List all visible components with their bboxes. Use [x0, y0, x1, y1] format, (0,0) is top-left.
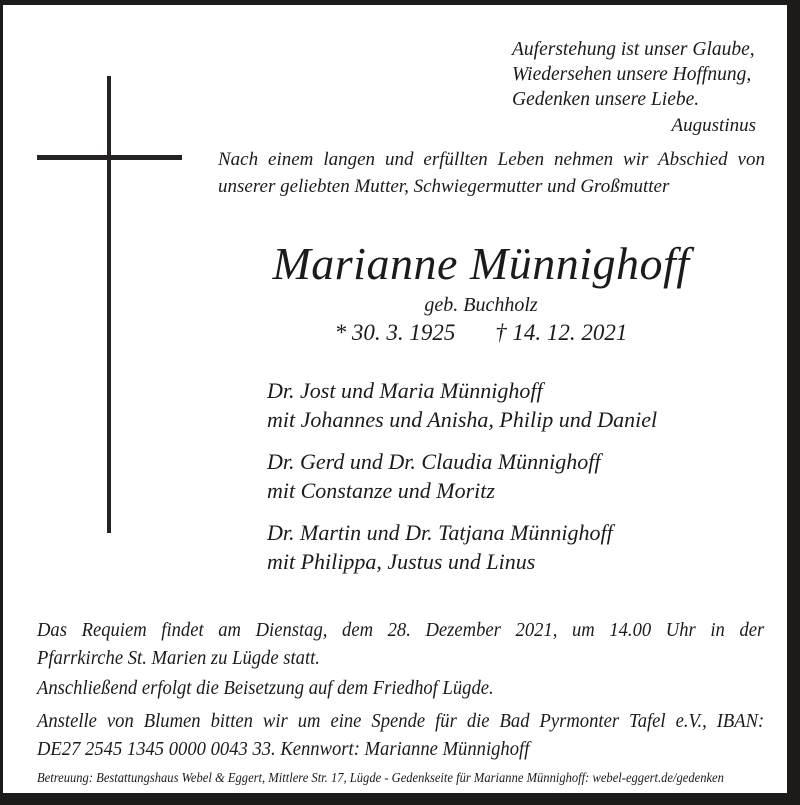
donation-line-1: Anstelle von Blumen bitten wir um eine Spende für die Bad Pyrmonter Tafel e.V., IBAN:	[37, 710, 765, 732]
intro-line-2: unserer geliebten Mutter, Schwiegermutter und Großmutter	[218, 176, 670, 197]
deceased-name: Marianne Münnighoff	[272, 238, 690, 289]
family-list	[267, 376, 657, 589]
intro-paragraph	[218, 146, 765, 200]
service-line-1: Das Requiem findet am Dienstag, dem 28. Dezember 2021, um 14.00 Uhr in der	[37, 619, 765, 641]
service-info	[37, 616, 764, 702]
family-entry	[267, 376, 657, 434]
deceased-block	[161, 236, 800, 346]
cross-horizontal-bar	[37, 155, 182, 160]
quote-attribution: Augustinus	[671, 115, 756, 136]
maiden-name: geb. Buchholz	[424, 294, 538, 316]
family-children: mit Johannes und Anisha, Philip und Daniel	[267, 407, 658, 432]
quote-line: Wiedersehen unsere Hoffnung,	[512, 64, 752, 85]
cross-vertical-bar	[107, 76, 111, 533]
burial-info: Anschließend erfolgt die Beisetzung auf dem Friedhof Lügde.	[37, 677, 494, 699]
life-dates	[161, 320, 800, 346]
family-parents: Dr. Jost und Maria Münnighoff	[267, 378, 543, 403]
birth-date: * 30. 3. 1925	[334, 320, 456, 345]
death-date: † 14. 12. 2021	[495, 320, 628, 345]
quote-line: Gedenken unsere Liebe.	[512, 89, 700, 110]
family-parents: Dr. Martin und Dr. Tatjana Münnighoff	[267, 520, 613, 545]
family-children: mit Philippa, Justus und Linus	[267, 549, 536, 574]
family-parents: Dr. Gerd und Dr. Claudia Münnighoff	[267, 449, 601, 474]
opening-quote	[512, 37, 770, 138]
family-entry	[267, 447, 657, 505]
footer-note: Betreuung: Bestattungshaus Webel & Eggert, Mittlere Str. 17, Lügde - Gedenkseite für Marianne Münnighoff: webel-eggert.de/gedenken	[37, 770, 724, 785]
family-children: mit Constanze und Moritz	[267, 478, 495, 503]
quote-line: Auferstehung ist unser Glaube,	[512, 39, 755, 60]
donation-info	[37, 707, 764, 763]
donation-line-2: DE27 2545 1345 0000 0043 33. Kennwort: Marianne Münnighoff	[37, 738, 530, 760]
service-line-2: Pfarrkirche St. Marien zu Lügde statt.	[37, 647, 320, 669]
family-entry	[267, 518, 657, 576]
intro-line-1: Nach einem langen und erfüllten Leben nehmen wir Abschied von	[218, 149, 765, 170]
